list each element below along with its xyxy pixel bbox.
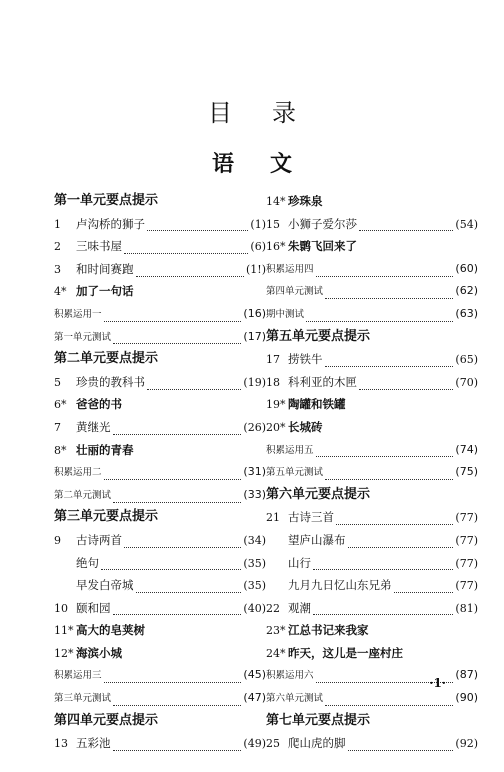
toc-entry	[54, 664, 266, 687]
entry-page: (92)	[455, 737, 478, 751]
leader-dots	[313, 604, 453, 615]
entry-number: 20*	[266, 420, 286, 434]
toc-entry	[266, 732, 478, 755]
entry-number: 15	[266, 217, 280, 231]
toc-entry	[54, 235, 266, 258]
leader-dots	[113, 424, 242, 435]
entry-page: (62)	[455, 284, 478, 298]
entry-page: (26)	[243, 420, 266, 434]
entry-number: 21	[266, 511, 280, 525]
entry-number: 19*	[266, 398, 286, 412]
unit-heading-label: 第六单元要点提示	[266, 486, 371, 502]
leader-dots	[147, 220, 248, 231]
entry-title: 科利亚的木匣	[288, 374, 357, 389]
leader-dots	[113, 604, 242, 615]
toc-entry	[266, 393, 478, 416]
entry-page: (33)	[243, 487, 266, 501]
toc-entry	[54, 732, 266, 755]
entry-title: 和时间赛跑	[76, 261, 134, 276]
leader-dots	[316, 266, 454, 277]
entry-title: 爬山虎的脚	[288, 736, 346, 751]
unit-heading-label: 第三单元要点提示	[54, 509, 159, 525]
leader-dots	[147, 379, 241, 390]
toc-entry	[266, 371, 478, 394]
toc-entry	[266, 574, 478, 597]
entry-number: 4*	[54, 285, 67, 299]
entry-number: 16*	[266, 240, 286, 254]
entry-title: 第一单元测试	[54, 331, 112, 343]
page-title: 目录	[208, 99, 336, 127]
entry-title: 积累运用四	[266, 263, 314, 275]
unit-heading	[266, 710, 478, 733]
entry-number: 11*	[54, 624, 74, 638]
unit-heading-label: 第七单元要点提示	[266, 712, 371, 728]
toc-entry	[54, 416, 266, 439]
entry-number: 8*	[54, 443, 67, 457]
entry-page: (75)	[455, 465, 478, 479]
entry-number: 13	[54, 737, 68, 751]
entry-page: (65)	[455, 353, 478, 367]
entry-title: 海滨小城	[76, 645, 122, 660]
entry-page: (45)	[243, 668, 266, 682]
leader-dots	[136, 582, 242, 593]
toc-entry	[266, 642, 478, 665]
toc-entry	[266, 597, 478, 620]
unit-heading	[54, 506, 266, 529]
entry-title: 高大的皂荚树	[76, 623, 145, 638]
toc-entry	[266, 552, 478, 575]
leader-dots	[113, 333, 241, 344]
toc-entry	[54, 484, 266, 507]
entry-title: 五彩池	[76, 736, 111, 751]
toc-entry	[266, 303, 478, 326]
entry-page: (35)	[243, 556, 266, 570]
entry-title: 三味书屋	[76, 239, 122, 254]
leader-dots	[101, 559, 241, 570]
entry-page: (77)	[455, 579, 478, 593]
entry-page: (19)	[243, 375, 266, 389]
entry-title: 长城砖	[288, 419, 323, 434]
entry-title: 颐和园	[76, 600, 111, 615]
entry-number: 9	[54, 533, 61, 547]
toc-entry	[266, 235, 478, 258]
entry-number: 3	[54, 262, 61, 276]
entry-title: 积累运用六	[266, 670, 314, 682]
entry-number: 24*	[266, 646, 286, 660]
leader-dots	[316, 446, 454, 457]
entry-number: 22	[266, 601, 280, 615]
entry-number: 17	[266, 353, 280, 367]
leader-dots	[325, 356, 454, 367]
toc-entry	[54, 326, 266, 349]
leader-dots	[359, 220, 453, 231]
entry-page: (63)	[455, 306, 478, 320]
toc-entry	[54, 597, 266, 620]
toc-column-right	[266, 190, 478, 755]
entry-title: 加了一句话	[76, 284, 134, 299]
toc-entry	[266, 439, 478, 462]
entry-number: 6*	[54, 398, 67, 412]
entry-number: 1	[54, 217, 61, 231]
entry-number: 23*	[266, 624, 286, 638]
unit-heading-label: 第二单元要点提示	[54, 351, 159, 367]
toc-entry	[266, 619, 478, 642]
entry-title: 第三单元测试	[54, 693, 112, 705]
entry-title: 黄继光	[76, 419, 111, 434]
entry-title: 珍贵的教科书	[76, 374, 145, 389]
leader-dots	[394, 582, 454, 593]
entry-title: 第二单元测试	[54, 489, 112, 501]
entry-number: 18	[266, 375, 280, 389]
entry-page: (77)	[455, 533, 478, 547]
entry-number: 5	[54, 375, 61, 389]
entry-title: 第五单元测试	[266, 467, 324, 479]
unit-heading-label: 第五单元要点提示	[266, 328, 371, 344]
entry-title: 捞铁牛	[288, 352, 323, 367]
entry-title: 江总书记来我家	[288, 623, 369, 638]
entry-number: 14*	[266, 195, 286, 208]
toc-entry	[266, 258, 478, 281]
entry-title: 望庐山瀑布	[288, 532, 346, 547]
toc-entry	[266, 506, 478, 529]
entry-title: 第四单元测试	[266, 286, 324, 298]
entry-page: (87)	[455, 668, 478, 682]
entry-page: (74)	[455, 442, 478, 456]
leader-dots	[348, 740, 454, 751]
entry-title: 积累运用二	[54, 467, 102, 479]
toc-entry	[54, 619, 266, 642]
entry-number: 12*	[54, 646, 74, 660]
entry-page: (35)	[243, 579, 266, 593]
leader-dots	[113, 695, 241, 706]
entry-title: 古诗两首	[76, 532, 122, 547]
toc-entry	[54, 574, 266, 597]
leader-dots	[104, 469, 242, 480]
entry-page: (77)	[455, 511, 478, 525]
toc-entry	[54, 552, 266, 575]
entry-number: 7	[54, 420, 61, 434]
entry-page: (6)	[250, 240, 266, 254]
entry-title: 观潮	[288, 600, 311, 615]
toc-entry	[266, 348, 478, 371]
leader-dots	[104, 672, 242, 683]
entry-page: (49)	[243, 737, 266, 751]
toc-entry	[54, 213, 266, 236]
entry-title: 积累运用一	[54, 308, 102, 320]
entry-page: (60)	[455, 261, 478, 275]
entry-page: (1)	[250, 217, 266, 231]
entry-page: (16)	[243, 306, 266, 320]
leader-dots	[113, 740, 242, 751]
entry-page: (17)	[243, 329, 266, 343]
entry-page: (54)	[455, 217, 478, 231]
entry-page: (90)	[455, 691, 478, 705]
toc-entry	[54, 439, 266, 462]
toc-entry	[266, 461, 478, 484]
leader-dots	[359, 379, 453, 390]
unit-heading	[54, 710, 266, 733]
entry-title: 壮丽的青春	[76, 442, 134, 457]
toc-entry	[266, 213, 478, 236]
entry-title: 山行	[288, 555, 311, 570]
entry-title: 九月九日忆山东兄弟	[288, 578, 392, 593]
toc-entry	[54, 529, 266, 552]
unit-heading	[266, 484, 478, 507]
entry-title: 积累运用三	[54, 670, 102, 682]
toc-column-left	[54, 190, 266, 755]
entry-page: (34)	[243, 533, 266, 547]
unit-heading	[266, 326, 478, 349]
entry-title: 昨天，这儿是一座村庄	[288, 645, 403, 660]
entry-page: (31)	[243, 465, 266, 479]
entry-title: 小狮子爱尔莎	[288, 216, 357, 231]
toc-entry	[266, 280, 478, 303]
entry-title: 卢沟桥的狮子	[76, 216, 145, 231]
entry-page: (77)	[455, 556, 478, 570]
leader-dots	[325, 469, 453, 480]
leader-dots	[136, 266, 244, 277]
toc-entry	[54, 461, 266, 484]
entry-page: (70)	[455, 375, 478, 389]
toc-entry	[54, 371, 266, 394]
entry-title: 绝句	[76, 555, 99, 570]
entry-page: (1!)	[245, 262, 266, 276]
entry-title: 陶罐和铁罐	[288, 397, 346, 412]
toc-entry	[54, 280, 266, 303]
toc-entry	[266, 529, 478, 552]
toc-entry	[266, 190, 478, 213]
leader-dots	[336, 514, 453, 525]
unit-heading-label: 第四单元要点提示	[54, 712, 159, 728]
leader-dots	[124, 537, 241, 548]
entry-title: 第六单元测试	[266, 693, 324, 705]
entry-title: 珍珠泉	[288, 194, 323, 208]
leader-dots	[104, 311, 242, 322]
toc-entry	[54, 393, 266, 416]
leader-dots	[124, 243, 248, 254]
entry-number: 10	[54, 601, 68, 615]
entry-number: 25	[266, 737, 280, 751]
leader-dots	[313, 559, 453, 570]
entry-title: 爸爸的书	[76, 397, 122, 412]
unit-heading-label: 第一单元要点提示	[54, 193, 159, 208]
entry-page: (47)	[243, 691, 266, 705]
leader-dots	[348, 537, 454, 548]
entry-title: 早发白帝城	[76, 578, 134, 593]
entry-number: 2	[54, 240, 61, 254]
toc-entry	[266, 687, 478, 710]
toc-entry	[266, 664, 478, 687]
leader-dots	[325, 695, 453, 706]
toc-entry	[266, 416, 478, 439]
unit-heading	[54, 348, 266, 371]
toc-entry	[54, 258, 266, 281]
unit-heading	[54, 190, 266, 213]
entry-title: 古诗三首	[288, 510, 334, 525]
entry-page: (81)	[455, 601, 478, 615]
leader-dots	[113, 492, 241, 503]
toc-entry	[54, 642, 266, 665]
page-number: ·1·	[429, 676, 446, 690]
toc-entry	[54, 687, 266, 710]
toc-entry	[54, 303, 266, 326]
leader-dots	[325, 288, 453, 299]
leader-dots	[306, 311, 453, 322]
entry-page: (40)	[243, 601, 266, 615]
entry-title: 积累运用五	[266, 444, 314, 456]
entry-title: 朱鹮飞回来了	[288, 239, 357, 254]
entry-title: 期中测试	[266, 308, 305, 320]
subject-heading: 语文	[211, 151, 328, 177]
